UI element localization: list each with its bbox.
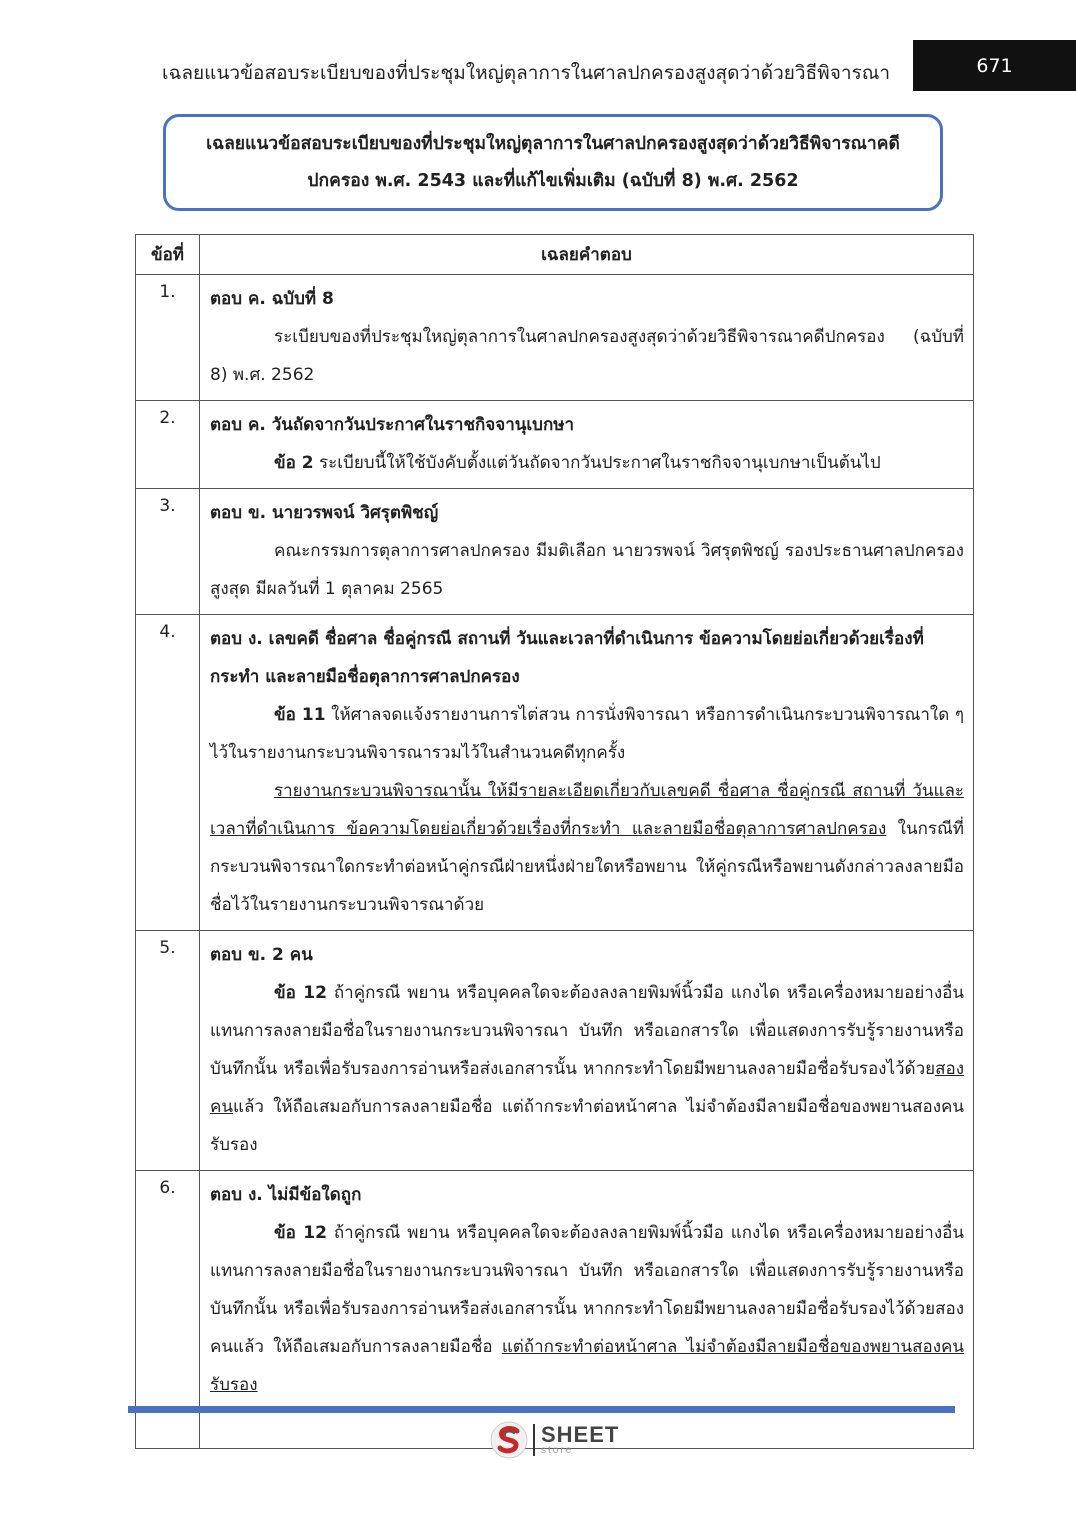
row-answer: [200, 489, 974, 615]
explanation-text: ให้ศาลจดแจ้งรายงานการไต่สวน การนั่งพิจารณา หรือการดำเนินกระบวนพิจารณาใด ๆ ไว้ในรายงานกระบวนพิจารณารวมไว้ในสำนวนคดีทุกครั้ง: [210, 705, 964, 763]
explanation: [210, 1214, 964, 1404]
answer-choice: ตอบ ค. วันถัดจากวันประกาศในราชกิจจานุเบกษา: [210, 415, 575, 435]
logo-subtext: store: [541, 1445, 574, 1456]
explanation-text: ระเบียบนี้ให้ใช้บังคับตั้งแต่วันถัดจากวันประกาศในราชกิจจานุเบกษาเป็นต้นไป: [313, 453, 881, 473]
section-ref: ข้อ 12: [274, 1223, 327, 1243]
table-row: [136, 931, 974, 1171]
row-number: 6.: [136, 1171, 200, 1449]
table-row: [136, 489, 974, 615]
explanation-text: ถ้าคู่กรณี พยาน หรือบุคคลใดจะต้องลงลายพิมพ์นิ้วมือ แกงได หรือเครื่องหมายอย่างอื่นแทนการลงลายมือชื่อในรายงานกระบวนพิจารณา บันทึก หรือเอกสารใด เพื่อแสดงการรับรู้รายงานหรือบันทึกนั้น หรือเพื่อรับรองการอ่านหรือส่งเอกสารนั้น หากกระทำโดยมีพยานลงลายมือชื่อรับรองไว้ด้วย: [210, 983, 964, 1079]
section-ref: ข้อ 2: [274, 453, 314, 473]
explanation-text: ในกรณีที่กระบวนพิจารณาใดกระทำต่อหน้าคู่กรณีฝ่ายหนึ่งฝ่ายใดหรือพยาน ให้คู่กรณีหรือพยานดังกล่าวลงลายมือชื่อไว้ในรายงานกระบวนพิจารณาด้วย: [210, 819, 964, 915]
explanation-text: ถ้าคู่กรณี พยาน หรือบุคคลใดจะต้องลงลายพิมพ์นิ้วมือ แกงได หรือเครื่องหมายอย่างอื่นแทนการลงลายมือชื่อในรายงานกระบวนพิจารณา บันทึก หรือเอกสารใด เพื่อแสดงการรับรู้รายงานหรือบันทึกนั้น หรือเพื่อรับรองการอ่านหรือส่งเอกสารนั้น หากกระทำโดยมีพยานลงลายมือชื่อรับรองไว้ด้วยสองคนแล้ว ให้ถือเสมอกับการลงลายมือชื่อ: [210, 1223, 964, 1357]
explanation: [210, 444, 964, 482]
answer-choice: ตอบ ง. เลขคดี ชื่อศาล ชื่อคู่กรณี สถานที่ วันและเวลาที่ดำเนินการ ข้อความโดยย่อเกี่ยวด้วยเรื่องที่กระทำ และลายมือชื่อตุลาการศาลปกครอง: [210, 629, 924, 687]
answer-choice: ตอบ ข. 2 คน: [210, 945, 313, 965]
answer-choice: ตอบ ง. ไม่มีข้อใดถูก: [210, 1185, 362, 1205]
explanation: ระเบียบของที่ประชุมใหญ่ตุลาการในศาลปกครองสูงสุดว่าด้วยวิธีพิจารณาคดีปกครอง (ฉบับที่ 8) พ.ศ. 2562: [210, 327, 964, 385]
row-number: 5.: [136, 931, 200, 1171]
row-answer: [200, 275, 974, 401]
answer-table: [135, 234, 974, 1449]
row-answer: [200, 615, 974, 931]
row-number: 4.: [136, 615, 200, 931]
title-line-2: ปกครอง พ.ศ. 2543 และที่แก้ไขเพิ่มเติม (ฉบับที่ 8) พ.ศ. 2562: [307, 170, 799, 191]
row-answer: [200, 401, 974, 489]
logo-text: SHEET: [541, 1422, 620, 1447]
column-header-answer: เฉลยคำตอบ: [200, 235, 974, 275]
answer-choice: ตอบ ค. ฉบับที่ 8: [210, 289, 334, 309]
table-row: [136, 401, 974, 489]
answer-choice: ตอบ ข. นายวรพจน์ วิศรุตพิชญ์: [210, 503, 439, 523]
title-line-1: เฉลยแนวข้อสอบระเบียบของที่ประชุมใหญ่ตุลาการในศาลปกครองสูงสุดว่าด้วยวิธีพิจารณาคดี: [206, 133, 900, 154]
page-number: 671: [913, 40, 1076, 91]
explanation: คณะกรรมการตุลาการศาลปกครอง มีมติเลือก นายวรพจน์ วิศรุตพิชญ์ รองประธานศาลปกครองสูงสุด มีผลวันที่ 1 ตุลาคม 2565: [210, 541, 964, 599]
running-header: เฉลยแนวข้อสอบระเบียบของที่ประชุมใหญ่ตุลาการในศาลปกครองสูงสุดว่าด้วยวิธีพิจารณา: [161, 62, 890, 84]
document-title: [163, 114, 943, 211]
underlined-text: แต่ถ้ากระทำต่อหน้าศาล ไม่จำต้องมีลายมือชื่อของพยานสองคนรับรอง: [210, 1337, 964, 1395]
table-row: [136, 275, 974, 401]
explanation: [210, 696, 964, 772]
explanation: [210, 772, 964, 924]
section-ref: ข้อ 11: [274, 705, 326, 725]
logo-divider: [533, 1424, 535, 1456]
row-number: 1.: [136, 275, 200, 401]
underlined-text: รายงานกระบวนพิจารณานั้น ให้มีรายละเอียดเกี่ยวกับเลขคดี ชื่อศาล ชื่อคู่กรณี สถานที่ วันและเวลาที่ดำเนินการ ข้อความโดยย่อเกี่ยวด้วยเรื่องที่กระทำ และลายมือชื่อตุลาการศาลปกครอง: [210, 781, 964, 839]
footer-rule: [128, 1406, 955, 1413]
section-ref: ข้อ 12: [274, 983, 327, 1003]
row-number: 3.: [136, 489, 200, 615]
sheet-store-logo: [489, 1420, 619, 1460]
table-header-row: [136, 235, 974, 275]
underlined-text: สองคน: [210, 1059, 964, 1117]
row-number: 2.: [136, 401, 200, 489]
row-answer: [200, 931, 974, 1171]
explanation-text: แล้ว ให้ถือเสมอกับการลงลายมือชื่อ แต่ถ้ากระทำต่อหน้าศาล ไม่จำต้องมีลายมือชื่อของพยานสองคนรับรอง: [210, 1097, 964, 1155]
sheet-store-logo-icon: [489, 1420, 529, 1460]
column-header-no: ข้อที่: [136, 235, 200, 275]
table-row: [136, 615, 974, 931]
explanation: [210, 974, 964, 1164]
